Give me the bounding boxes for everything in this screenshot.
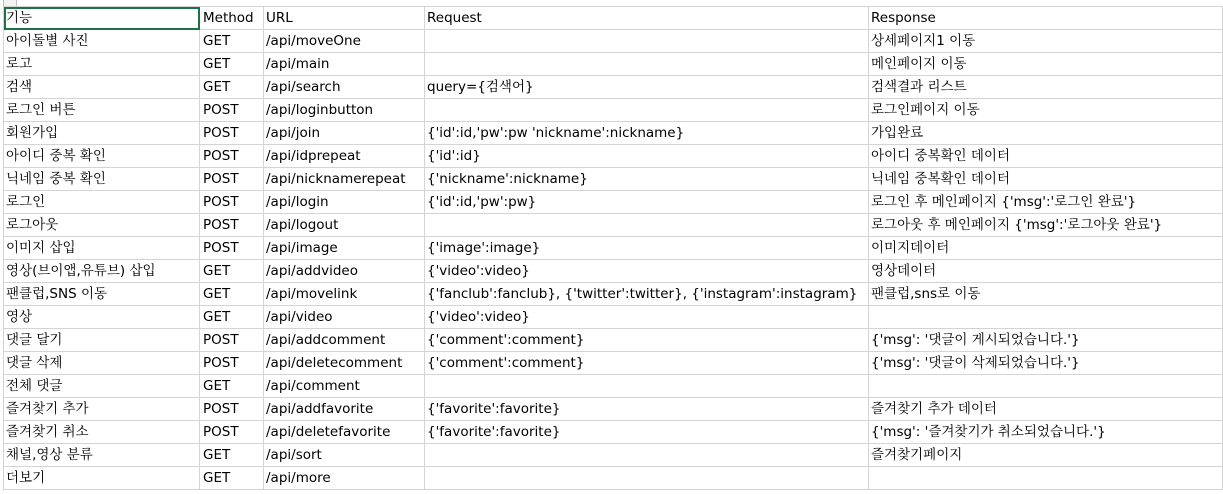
response-cell[interactable]: 검색결과 리스트 (869, 76, 1223, 99)
method-cell[interactable]: GET (200, 283, 264, 306)
method-cell[interactable]: POST (200, 122, 264, 145)
request-cell[interactable] (425, 30, 869, 53)
feature-cell[interactable]: 아이돌별 사진 (4, 30, 200, 53)
feature-cell[interactable]: 팬클럽,SNS 이동 (4, 283, 200, 306)
response-cell[interactable]: 닉네임 중복확인 데이터 (869, 168, 1223, 191)
url-cell[interactable]: /api/movelink (264, 283, 425, 306)
request-cell[interactable]: {'fanclub':fanclub}, {'twitter':twitter}, {'instagram':instagram} (425, 283, 869, 306)
method-cell[interactable]: POST (200, 168, 264, 191)
feature-cell[interactable]: 전체 댓글 (4, 375, 200, 398)
feature-cell[interactable]: 로고 (4, 53, 200, 76)
method-cell[interactable]: POST (200, 145, 264, 168)
method-cell[interactable]: POST (200, 421, 264, 444)
request-cell[interactable]: {'id':id,'pw':pw} (425, 191, 869, 214)
method-cell[interactable]: GET (200, 30, 264, 53)
table-row (4, 191, 1223, 214)
method-cell[interactable]: POST (200, 398, 264, 421)
url-cell[interactable]: /api/main (264, 53, 425, 76)
url-cell[interactable]: /api/addcomment (264, 329, 425, 352)
header-feature-cell[interactable]: 기능 (4, 7, 200, 30)
url-cell[interactable]: /api/more (264, 467, 425, 490)
request-cell[interactable]: {'id':id} (425, 145, 869, 168)
url-cell[interactable]: /api/idprepeat (264, 145, 425, 168)
method-cell[interactable]: GET (200, 306, 264, 329)
url-cell[interactable]: /api/login (264, 191, 425, 214)
header-response-cell[interactable]: Response (869, 7, 1223, 30)
response-cell[interactable]: {'msg': '댓글이 게시되었습니다.'} (869, 329, 1223, 352)
table-row (4, 444, 1223, 467)
feature-cell[interactable]: 로그인 버튼 (4, 99, 200, 122)
api-spec-table (3, 6, 1223, 490)
method-cell[interactable]: POST (200, 352, 264, 375)
request-cell[interactable] (425, 444, 869, 467)
table-row (4, 398, 1223, 421)
method-cell[interactable]: GET (200, 260, 264, 283)
table-row (4, 375, 1223, 398)
feature-cell[interactable]: 댓글 삭제 (4, 352, 200, 375)
method-cell[interactable]: GET (200, 444, 264, 467)
response-cell[interactable]: 상세페이지1 이동 (869, 30, 1223, 53)
request-cell[interactable]: query={검색어} (425, 76, 869, 99)
response-cell[interactable]: 가입완료 (869, 122, 1223, 145)
request-cell[interactable]: {'video':video} (425, 306, 869, 329)
url-cell[interactable]: /api/join (264, 122, 425, 145)
table-row (4, 99, 1223, 122)
table-row (4, 53, 1223, 76)
feature-cell[interactable]: 닉네임 중복 확인 (4, 168, 200, 191)
method-cell[interactable]: GET (200, 467, 264, 490)
method-cell[interactable]: GET (200, 53, 264, 76)
response-cell[interactable]: 메인페이지 이동 (869, 53, 1223, 76)
feature-cell[interactable]: 댓글 달기 (4, 329, 200, 352)
url-cell[interactable]: /api/addvideo (264, 260, 425, 283)
table-row (4, 352, 1223, 375)
table-row (4, 306, 1223, 329)
request-cell[interactable]: {'video':video} (425, 260, 869, 283)
method-cell[interactable]: POST (200, 99, 264, 122)
url-cell[interactable]: /api/deletecomment (264, 352, 425, 375)
method-cell[interactable]: POST (200, 191, 264, 214)
url-cell[interactable]: /api/moveOne (264, 30, 425, 53)
response-cell[interactable]: 팬클럽,sns로 이동 (869, 283, 1223, 306)
response-cell[interactable] (869, 467, 1223, 490)
url-cell[interactable]: /api/sort (264, 444, 425, 467)
url-cell[interactable]: /api/loginbutton (264, 99, 425, 122)
method-cell[interactable]: GET (200, 375, 264, 398)
feature-cell[interactable]: 이미지 삽입 (4, 237, 200, 260)
response-cell[interactable]: 영상데이터 (869, 260, 1223, 283)
request-cell[interactable] (425, 375, 869, 398)
table-row (4, 76, 1223, 99)
method-cell[interactable]: POST (200, 237, 264, 260)
feature-cell[interactable]: 로그아웃 (4, 214, 200, 237)
response-cell[interactable]: 즐겨찾기 추가 데이터 (869, 398, 1223, 421)
url-cell[interactable]: /api/nicknamerepeat (264, 168, 425, 191)
header-row (4, 7, 1223, 30)
table-row (4, 30, 1223, 53)
request-cell[interactable]: {'image':image} (425, 237, 869, 260)
feature-cell[interactable]: 즐겨찾기 취소 (4, 421, 200, 444)
feature-cell[interactable]: 검색 (4, 76, 200, 99)
header-url-cell[interactable]: URL (264, 7, 425, 30)
response-cell[interactable]: 로그인페이지 이동 (869, 99, 1223, 122)
response-cell[interactable] (869, 375, 1223, 398)
header-request-cell[interactable]: Request (425, 7, 869, 30)
request-cell[interactable] (425, 99, 869, 122)
request-cell[interactable]: {'id':id,'pw':pw 'nickname':nickname} (425, 122, 869, 145)
request-cell[interactable] (425, 214, 869, 237)
feature-cell[interactable]: 더보기 (4, 467, 200, 490)
table-row (4, 260, 1223, 283)
request-cell[interactable]: {'favorite':favorite} (425, 398, 869, 421)
feature-cell[interactable]: 로그인 (4, 191, 200, 214)
table-row (4, 329, 1223, 352)
feature-cell[interactable]: 채널,영상 분류 (4, 444, 200, 467)
response-cell[interactable]: 로그아웃 후 메인페이지 {'msg':'로그아웃 완료'} (869, 214, 1223, 237)
response-cell[interactable] (869, 306, 1223, 329)
response-cell[interactable]: 이미지데이터 (869, 237, 1223, 260)
table-row (4, 467, 1223, 490)
table-row (4, 421, 1223, 444)
table-row (4, 214, 1223, 237)
table-row (4, 122, 1223, 145)
url-cell[interactable]: /api/comment (264, 375, 425, 398)
request-cell[interactable]: {'comment':comment} (425, 352, 869, 375)
request-cell[interactable] (425, 53, 869, 76)
url-cell[interactable]: /api/deletefavorite (264, 421, 425, 444)
feature-cell[interactable]: 즐겨찾기 추가 (4, 398, 200, 421)
response-cell[interactable]: {'msg': '즐겨찾기가 취소되었습니다.'} (869, 421, 1223, 444)
url-cell[interactable]: /api/search (264, 76, 425, 99)
request-cell[interactable]: {'nickname':nickname} (425, 168, 869, 191)
response-cell[interactable]: 아이디 중복확인 데이터 (869, 145, 1223, 168)
feature-cell[interactable]: 영상(브이앱,유튜브) 삽입 (4, 260, 200, 283)
response-cell[interactable]: {'msg': '댓글이 삭제되었습니다.'} (869, 352, 1223, 375)
url-cell[interactable]: /api/image (264, 237, 425, 260)
response-cell[interactable]: 즐겨찾기페이지 (869, 444, 1223, 467)
feature-cell[interactable]: 회원가입 (4, 122, 200, 145)
method-cell[interactable]: POST (200, 329, 264, 352)
method-cell[interactable]: POST (200, 214, 264, 237)
url-cell[interactable]: /api/video (264, 306, 425, 329)
table-row (4, 283, 1223, 306)
table-row (4, 145, 1223, 168)
feature-cell[interactable]: 아이디 중복 확인 (4, 145, 200, 168)
table-row (4, 237, 1223, 260)
response-cell[interactable]: 로그인 후 메인페이지 {'msg':'로그인 완료'} (869, 191, 1223, 214)
request-cell[interactable] (425, 467, 869, 490)
table-row (4, 168, 1223, 191)
url-cell[interactable]: /api/addfavorite (264, 398, 425, 421)
feature-cell[interactable]: 영상 (4, 306, 200, 329)
method-cell[interactable]: GET (200, 76, 264, 99)
request-cell[interactable]: {'comment':comment} (425, 329, 869, 352)
header-method-cell[interactable]: Method (200, 7, 264, 30)
url-cell[interactable]: /api/logout (264, 214, 425, 237)
request-cell[interactable]: {'favorite':favorite} (425, 421, 869, 444)
